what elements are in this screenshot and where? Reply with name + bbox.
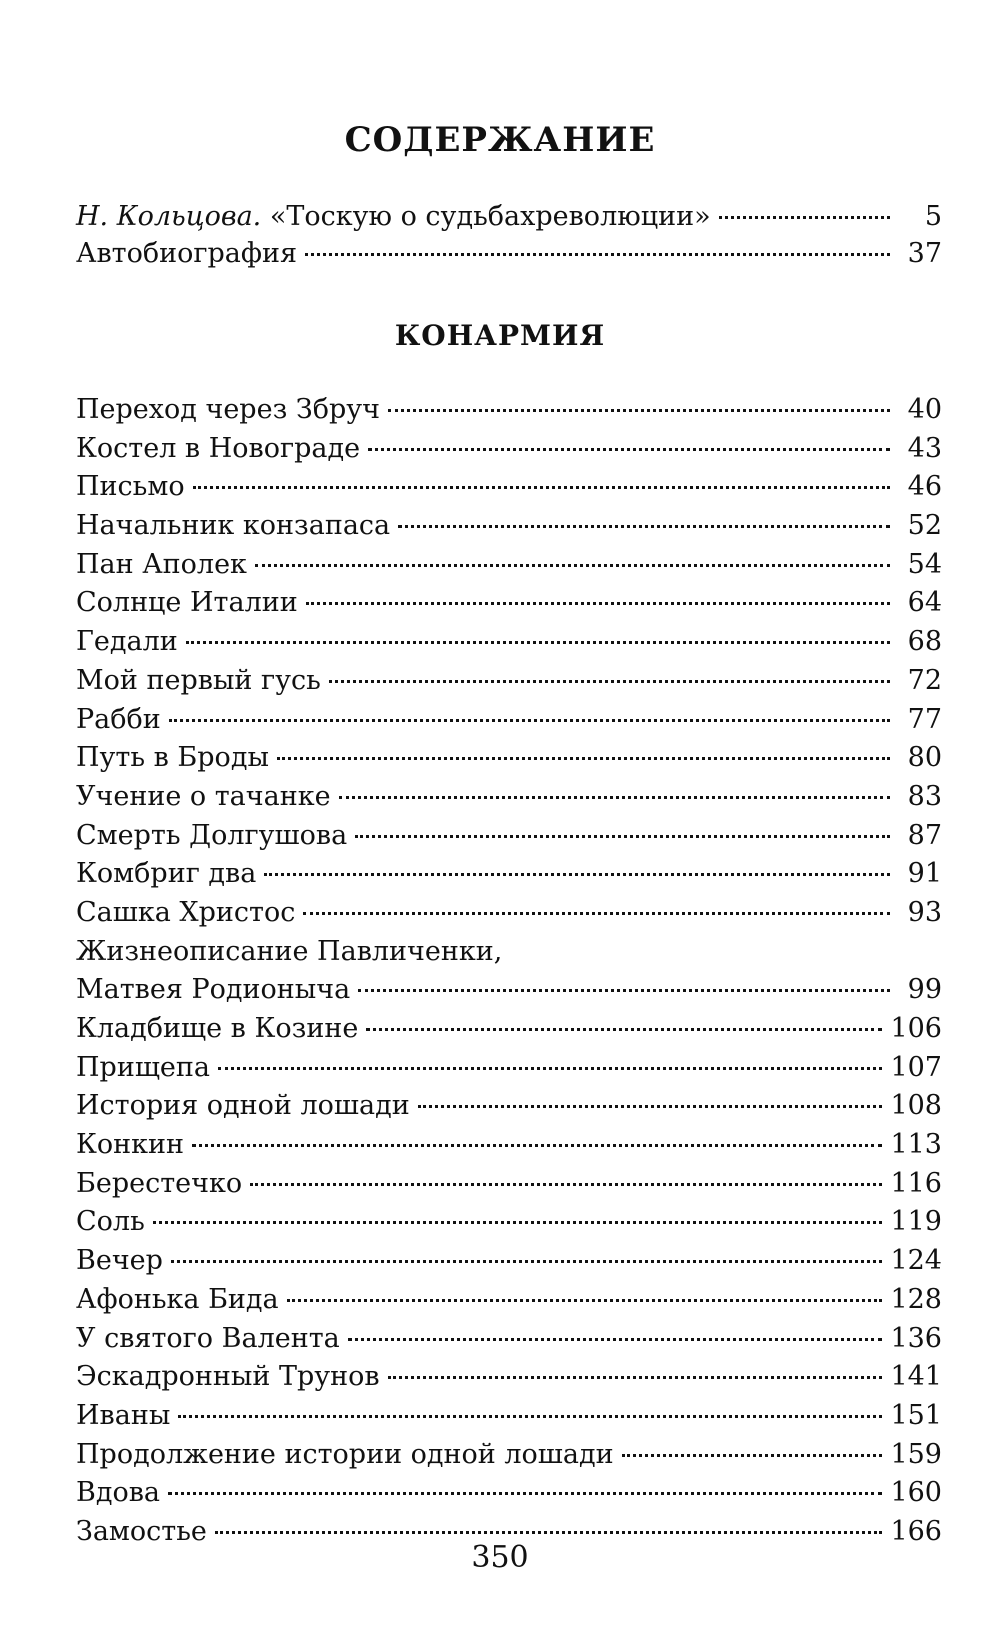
toc-entry-title: Иваны bbox=[76, 1399, 171, 1431]
toc-entry[interactable] bbox=[76, 1320, 942, 1359]
toc-entry-title: Продолжение истории одной лошади bbox=[76, 1438, 614, 1470]
toc-entry-title: Солнце Италии bbox=[76, 587, 298, 619]
toc-entry-title: Пан Аполек bbox=[76, 548, 247, 580]
toc-entry-page: 106 bbox=[890, 1013, 942, 1044]
dot-leader bbox=[277, 757, 890, 760]
toc-entry-page: 80 bbox=[907, 742, 942, 774]
dot-leader bbox=[388, 409, 890, 412]
toc-entry-title: Автобиография bbox=[76, 238, 298, 269]
toc-entry[interactable] bbox=[76, 1165, 942, 1204]
toc-entry[interactable] bbox=[76, 933, 942, 972]
dot-leader bbox=[192, 1144, 882, 1147]
toc-entry-page: 68 bbox=[907, 626, 942, 658]
dot-leader bbox=[153, 1221, 883, 1224]
toc-entry-title: Конкин bbox=[76, 1129, 185, 1161]
toc-entry[interactable] bbox=[76, 1010, 942, 1049]
toc-entry-title bbox=[76, 198, 711, 235]
toc-entry[interactable] bbox=[76, 778, 942, 817]
toc-entry[interactable] bbox=[76, 546, 942, 585]
toc-entry-title: Комбриг два bbox=[76, 858, 257, 890]
intro-toc-list bbox=[76, 198, 942, 272]
toc-entry-title: История одной лошади bbox=[76, 1090, 410, 1122]
toc-entry-page: 166 bbox=[890, 1515, 942, 1547]
dot-leader bbox=[186, 641, 890, 644]
toc-entry-page: 64 bbox=[907, 587, 942, 619]
toc-entry-title: Афонька Бида bbox=[76, 1283, 279, 1315]
toc-entry[interactable] bbox=[76, 468, 942, 507]
dot-leader bbox=[250, 1183, 882, 1186]
toc-entry[interactable] bbox=[76, 971, 942, 1010]
toc-entry-page: 93 bbox=[907, 896, 942, 928]
toc-entry-title-text: «Тоскую о судьбахреволюции» bbox=[269, 201, 711, 232]
toc-entry[interactable] bbox=[76, 1397, 942, 1436]
toc-entry-title: Замостье bbox=[76, 1515, 207, 1547]
toc-entry-page: 159 bbox=[890, 1438, 942, 1470]
toc-entry[interactable] bbox=[76, 1203, 942, 1242]
toc-entry-page: 87 bbox=[907, 819, 942, 851]
toc-entry-page: 151 bbox=[890, 1399, 942, 1431]
dot-leader bbox=[303, 912, 890, 915]
toc-entry[interactable] bbox=[76, 198, 942, 235]
dot-leader bbox=[287, 1299, 883, 1302]
toc-entry-page: 72 bbox=[907, 664, 942, 696]
toc-entry-page: 43 bbox=[907, 432, 942, 464]
toc-entry-title: Письмо bbox=[76, 471, 185, 503]
dot-leader bbox=[329, 680, 890, 683]
toc-entry[interactable] bbox=[76, 1087, 942, 1126]
toc-entry[interactable] bbox=[76, 855, 942, 894]
dot-leader bbox=[719, 216, 890, 219]
dot-leader bbox=[255, 564, 890, 567]
toc-entry-page: 40 bbox=[907, 394, 942, 425]
toc-entry-title: Соль bbox=[76, 1206, 145, 1238]
dot-leader bbox=[368, 448, 890, 451]
toc-entry-page: 160 bbox=[890, 1477, 942, 1509]
toc-entry[interactable] bbox=[76, 507, 942, 546]
section-heading: КОНАРМИЯ bbox=[394, 319, 606, 352]
toc-entry[interactable] bbox=[76, 391, 942, 430]
toc-entry-page: 128 bbox=[890, 1283, 942, 1315]
toc-entry-title: У святого Валента bbox=[76, 1322, 340, 1354]
toc-entry[interactable] bbox=[76, 623, 942, 662]
contents-heading: СОДЕРЖАНИЕ bbox=[344, 120, 656, 160]
dot-leader bbox=[306, 602, 890, 605]
dot-leader bbox=[305, 253, 890, 256]
dot-leader bbox=[418, 1105, 883, 1108]
toc-entry-page: 141 bbox=[890, 1361, 942, 1393]
dot-leader bbox=[355, 835, 890, 838]
toc-entry-title: Кладбище в Козине bbox=[76, 1013, 359, 1044]
dot-leader bbox=[178, 1415, 882, 1418]
toc-entry-page: 37 bbox=[907, 238, 942, 269]
toc-entry[interactable] bbox=[76, 584, 942, 623]
toc-entry-title: Вдова bbox=[76, 1477, 161, 1509]
toc-entry-page: 108 bbox=[890, 1090, 942, 1122]
toc-entry[interactable] bbox=[76, 817, 942, 856]
dot-leader bbox=[388, 1376, 883, 1379]
dot-leader bbox=[264, 873, 890, 876]
toc-entry[interactable] bbox=[76, 1358, 942, 1397]
toc-entry-page: 116 bbox=[890, 1167, 942, 1199]
toc-entry-title: Прищепа bbox=[76, 1051, 210, 1083]
toc-entry-title: Вечер bbox=[76, 1245, 163, 1277]
dot-leader bbox=[348, 1338, 883, 1341]
dot-leader bbox=[358, 989, 890, 992]
toc-entry[interactable] bbox=[76, 662, 942, 701]
dot-leader bbox=[398, 525, 890, 528]
toc-entry-page: 52 bbox=[907, 510, 942, 542]
toc-entry-title: Гедали bbox=[76, 626, 178, 658]
toc-entry-page: 99 bbox=[907, 974, 942, 1006]
dot-leader bbox=[171, 1260, 883, 1263]
toc-entry-title: Переход через Збруч bbox=[76, 394, 380, 425]
toc-entry[interactable] bbox=[76, 235, 942, 272]
toc-entry-page: 119 bbox=[890, 1206, 942, 1238]
dot-leader bbox=[193, 486, 890, 489]
dot-leader bbox=[366, 1028, 882, 1031]
toc-entry-page: 5 bbox=[924, 201, 942, 232]
konarmia-toc-list bbox=[76, 391, 942, 1552]
toc-entry-page: 77 bbox=[907, 703, 942, 735]
toc-entry-page: 136 bbox=[890, 1322, 942, 1354]
toc-entry-page: 124 bbox=[890, 1245, 942, 1277]
toc-entry-page: 54 bbox=[907, 548, 942, 580]
dot-leader bbox=[339, 796, 890, 799]
toc-entry-title: Путь в Броды bbox=[76, 742, 269, 774]
toc-entry-title: Жизнеописание Павличенки, bbox=[76, 935, 503, 967]
page-number: 350 bbox=[471, 1540, 529, 1575]
toc-entry-title: Начальник конзапаса bbox=[76, 510, 391, 542]
toc-entry[interactable] bbox=[76, 701, 942, 740]
toc-entry[interactable] bbox=[76, 430, 942, 469]
toc-entry[interactable] bbox=[76, 1436, 942, 1475]
toc-entry-title: Смерть Долгушова bbox=[76, 819, 348, 851]
toc-entry-title: Костел в Новограде bbox=[76, 432, 361, 464]
dot-leader bbox=[168, 1492, 882, 1495]
toc-entry-page: 46 bbox=[907, 471, 942, 503]
toc-entry-title: Рабби bbox=[76, 703, 161, 735]
toc-entry[interactable] bbox=[76, 739, 942, 778]
toc-entry-title: Учение о тачанке bbox=[76, 780, 331, 812]
toc-entry-author: Н. Кольцова. bbox=[76, 201, 262, 232]
dot-leader bbox=[215, 1531, 883, 1534]
dot-leader bbox=[169, 719, 890, 722]
toc-entry-title: Сашка Христос bbox=[76, 896, 296, 928]
toc-entry[interactable] bbox=[76, 894, 942, 933]
toc-entry-page: 91 bbox=[907, 858, 942, 890]
toc-entry[interactable] bbox=[76, 1242, 942, 1281]
dot-leader bbox=[218, 1067, 882, 1070]
toc-entry[interactable] bbox=[76, 1281, 942, 1320]
toc-entry[interactable] bbox=[76, 1474, 942, 1513]
toc-entry-title: Эскадронный Трунов bbox=[76, 1361, 380, 1393]
toc-entry-page: 113 bbox=[890, 1129, 942, 1161]
toc-entry-title: Матвея Родионыча bbox=[76, 974, 351, 1006]
dot-leader bbox=[622, 1454, 883, 1457]
toc-entry[interactable] bbox=[76, 1049, 942, 1088]
toc-entry-page: 107 bbox=[890, 1051, 942, 1083]
toc-entry-title: Берестечко bbox=[76, 1167, 243, 1199]
toc-entry-title: Мой первый гусь bbox=[76, 664, 321, 696]
toc-entry[interactable] bbox=[76, 1126, 942, 1165]
toc-entry-page: 83 bbox=[907, 780, 942, 812]
